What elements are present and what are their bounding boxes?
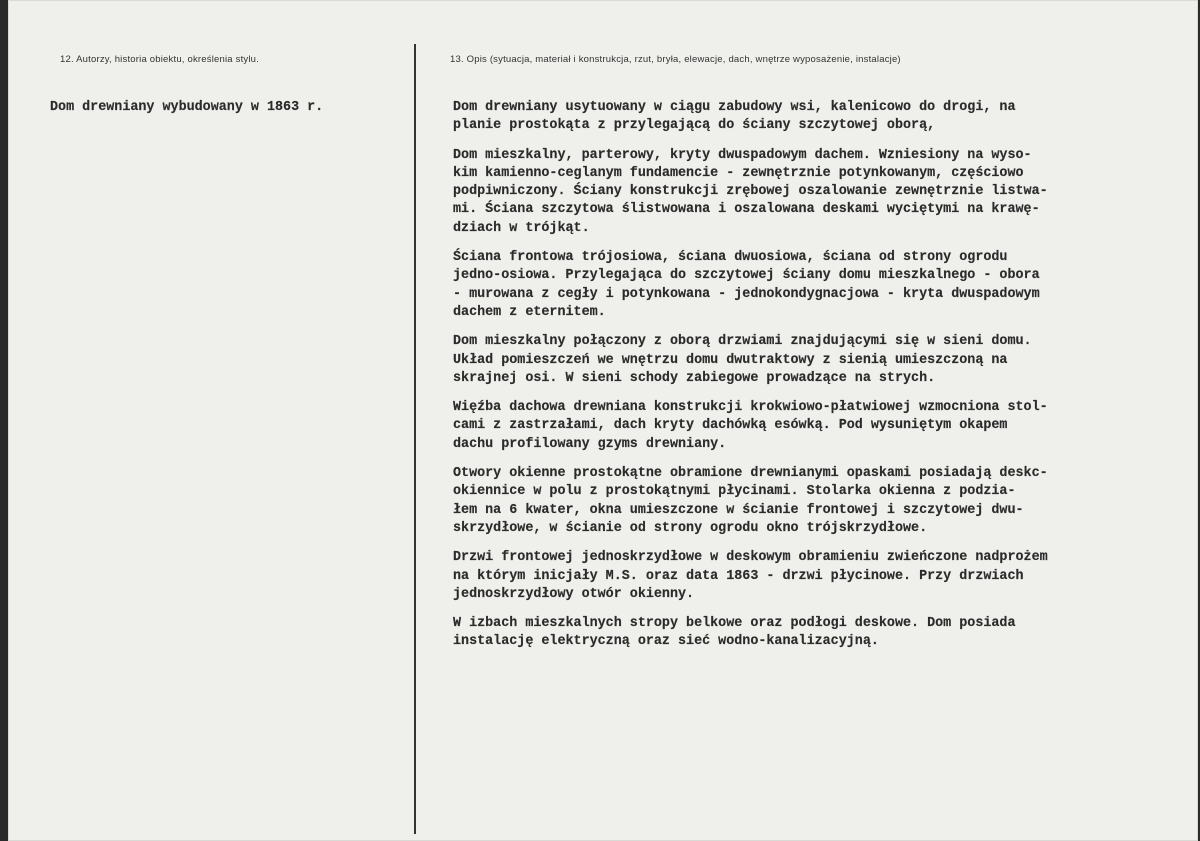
description-paragraph: W izbach mieszkalnych stropy belkowe oraz podłogi deskowe. Dom posiada instalację elektryczną oraz sieć wodno-kanalizacyjną. xyxy=(453,616,1016,650)
description-paragraph: Dom drewniany usytuowany w ciągu zabudowy wsi, kalenicowo do drogi, na planie prostokąta z przylegającą do ściany szczytowej oborą, xyxy=(453,100,1016,134)
description-paragraph: Drzwi frontowej jednoskrzydłowe w deskowym obramieniu zwieńczone nadprożem na którym inicjały M.S. oraz data 1863 - drzwi płycinowe. Przy drzwiach jednoskrzydłowy otwór okienny. xyxy=(453,550,1048,602)
description-paragraph: Dom mieszkalny, parterowy, kryty dwuspadowym dachem. Wzniesiony na wyso- kim kamienno-ceglanym fundamencie - zewnętrznie potynkowanym, częściowo podpiwniczony. Ściany konstrukcji zrębowej oszalowanie zewnętrznie listwa- mi. Ściana szczytowa ślistwowana i oszalowana deskami wyciętymi na krawę- dziach w trójkąt. xyxy=(453,147,1048,236)
column-divider xyxy=(414,44,416,834)
section-13-header: 13. Opis (sytuacja, materiał i konstrukcja, rzut, bryła, elewacje, dach, wnętrze wyposażenie, instalacje) xyxy=(450,54,901,65)
description-paragraph: Więźba dachowa drewniana konstrukcji krokwiowo-płatwiowej wzmocniona stol- cami z zastrzałami, dach kryty dachówką esówką. Pod wysuniętym okapem dachu profilowany gzyms drewniany. xyxy=(453,400,1048,452)
record-sheet xyxy=(8,0,1198,841)
description-text xyxy=(453,99,1198,663)
history-text: Dom drewniany wybudowany w 1863 r. xyxy=(50,100,324,115)
description-paragraph: Otwory okienne prostokątne obramione drewnianymi opaskami posiadają deskc- okiennice w polu z prostokątnymi płycinami. Stolarka okienna z podzia- łem na 6 kwater, okna umieszczone w ścianie frontowej i szczytowej dwu- skrzydłowe, w ścianie od strony ogrodu okno trójskrzydłowe. xyxy=(453,466,1048,536)
description-paragraph: Ściana frontowa trójosiowa, ściana dwuosiowa, ściana od strony ogrodu jedno-osiowa. Przylegająca do szczytowej ściany domu mieszkalnego - obora - murowana z cegły i potynkowana - jednokondygnacjowa - kryta dwuspadowym dachem z eternitem. xyxy=(453,250,1040,320)
description-paragraph: Dom mieszkalny połączony z oborą drzwiami znajdującymi się w sieni domu. Układ pomieszczeń we wnętrzu domu dwutraktowy z sienią umieszczoną na skrajnej osi. W sieni schody zabiegowe prowadzące na strych. xyxy=(453,334,1032,386)
section-12-header: 12. Autorzy, historia obiektu, określenia stylu. xyxy=(60,54,259,65)
